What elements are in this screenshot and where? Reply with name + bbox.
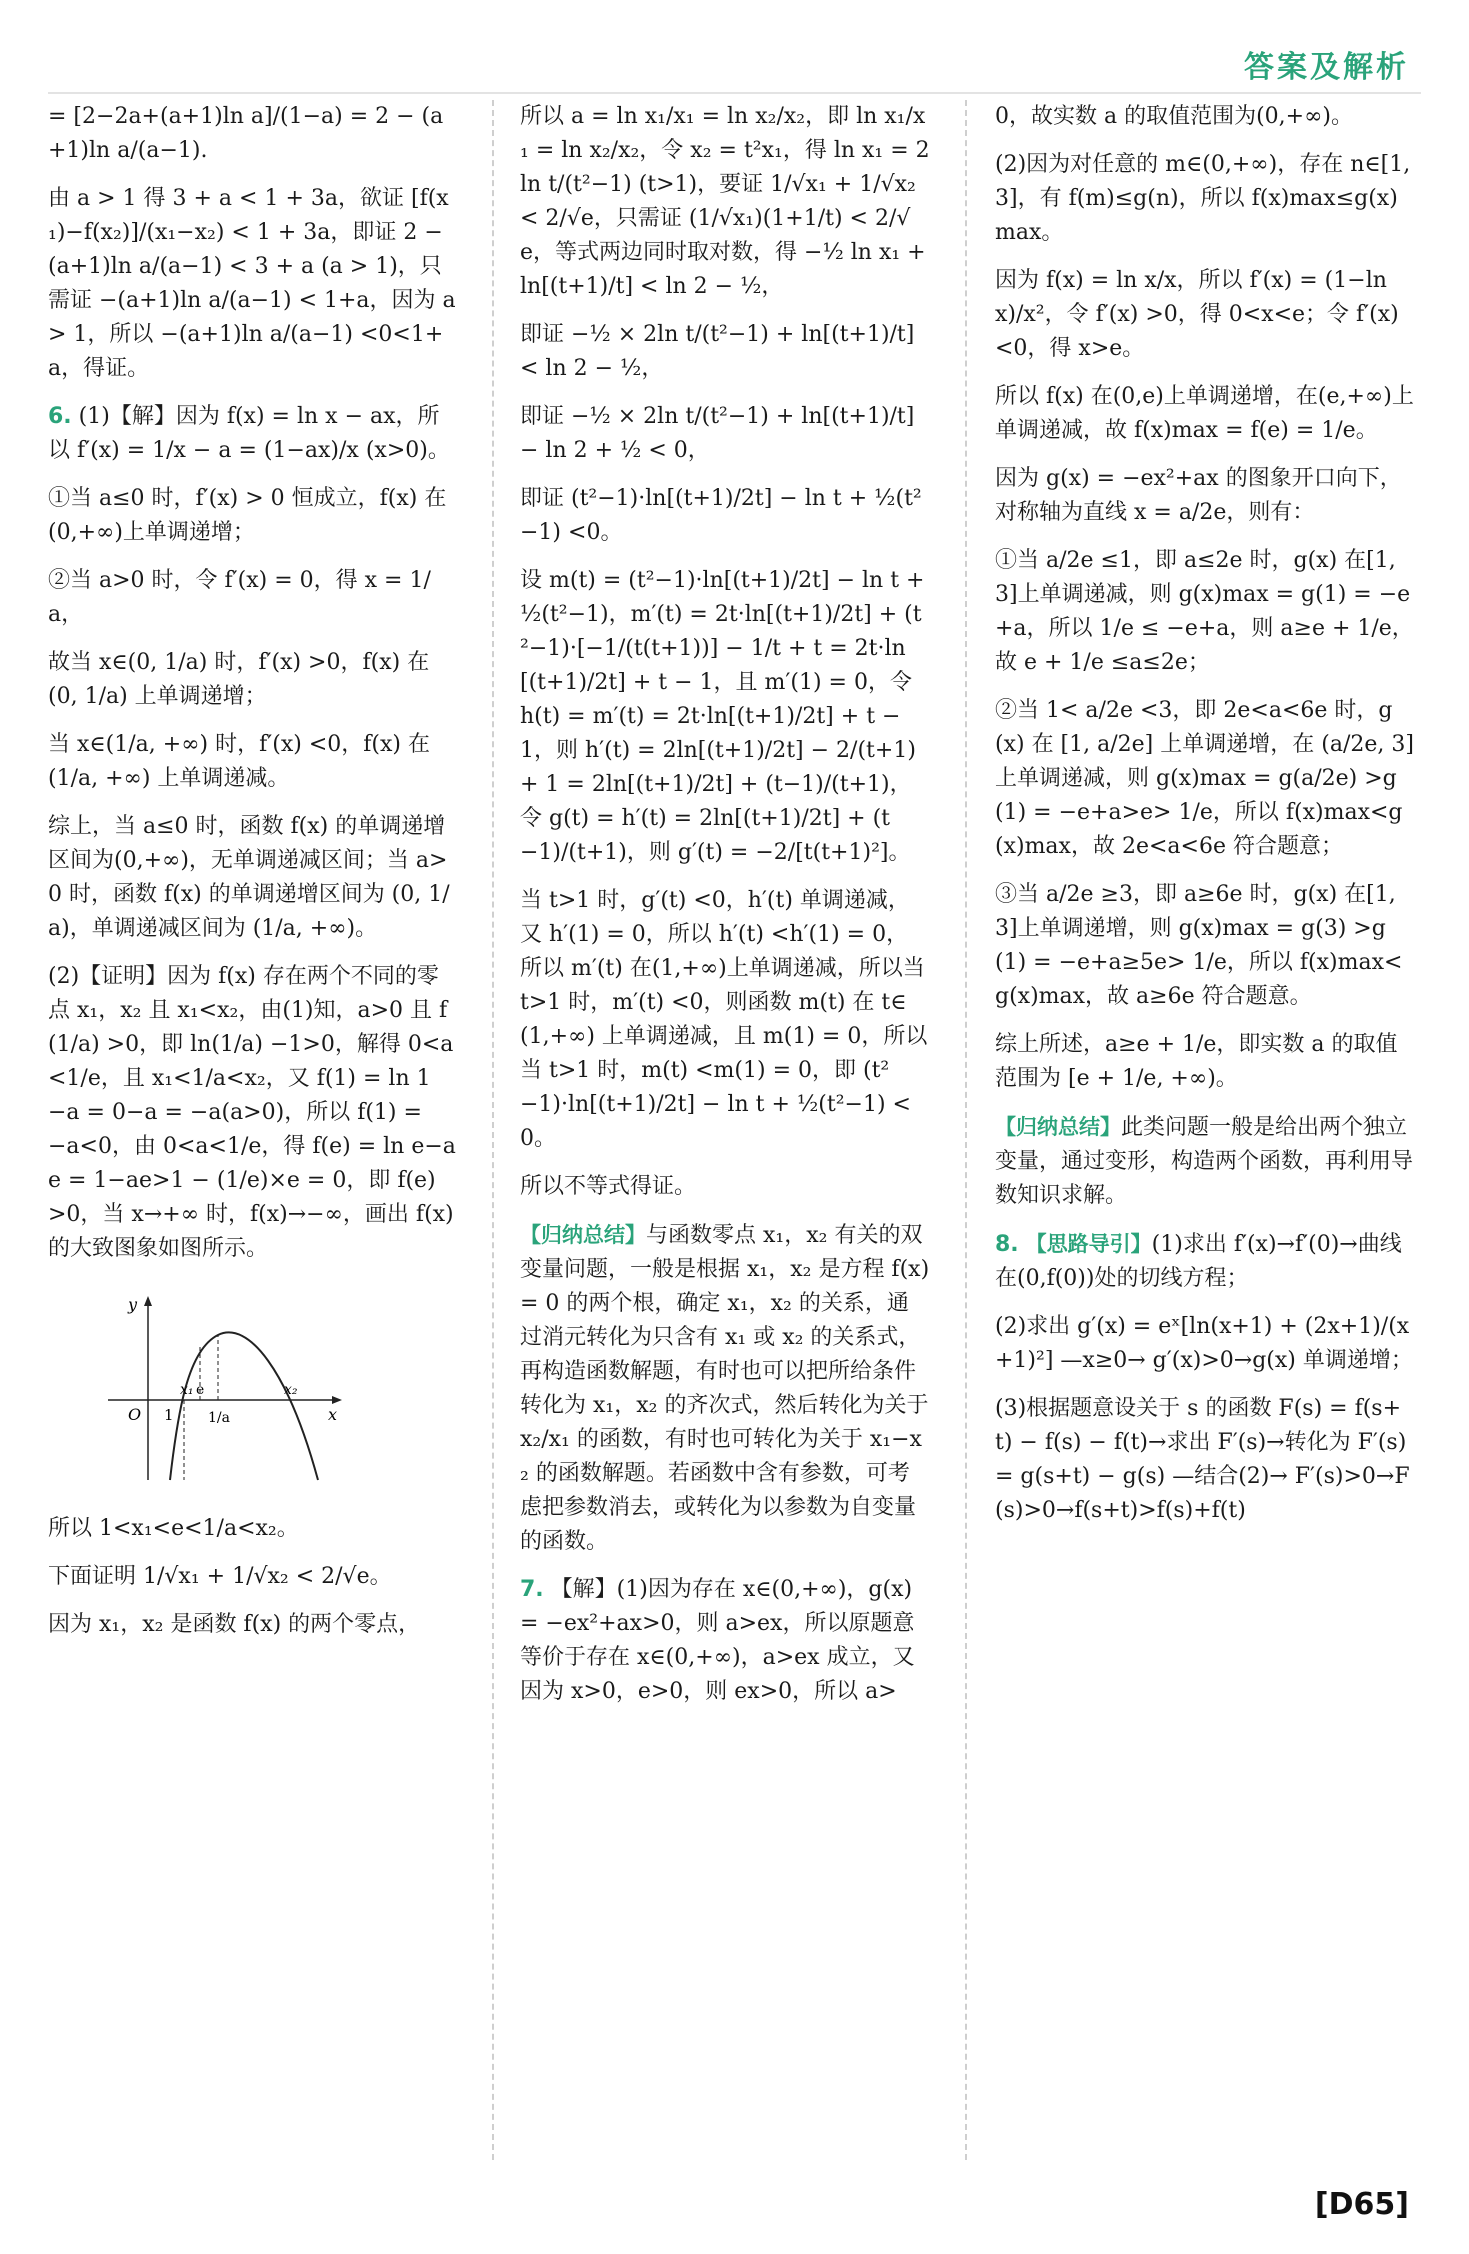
text-line: 0，故实数 a 的取值范围为(0,+∞)。 [995, 104, 1354, 129]
text-line: (3)根据题意设关于 s 的函数 F(s) = f(s+t) − f(s) − f(t)→求出 F′(s)→转化为 F′(s) = g(s+t) − g(s) —结合(2)→ F′(s)>0→F(s)>0→f(s+t)>f(s)+f(t) [995, 1396, 1410, 1523]
guide-tag: 【思路导引】 [1025, 1232, 1152, 1256]
text-line: 综上，当 a≤0 时，函数 f(x) 的单调递增区间为(0,+∞)，无单调递减区间；当 a>0 时，函数 f(x) 的单调递增区间为 (0, 1/a)，单调递减区间为 (1/a, +∞)。 [48, 814, 450, 941]
text-line: ③当 a/2e ≥3，即 a≥6e 时，g(x) 在[1,3]上单调递增，则 g(x)max = g(3) >g(1) = −e+a≥5e> 1/e，所以 f(x)max<g(x)max，故 a≥6e 符合题意。 [995, 882, 1403, 1009]
text-line: 即证 −½ × 2ln t/(t²−1) + ln[(t+1)/t] − ln 2 + ½ < 0， [520, 404, 915, 463]
text-line: 因为 f(x) = ln x/x，所以 f′(x) = (1−ln x)/x²，令 f′(x) >0，得 0<x<e；令 f′(x) <0，得 x>e。 [995, 268, 1399, 361]
text-line: (2)因为对任意的 m∈(0,+∞)，存在 n∈[1,3]，有 f(m)≤g(n)，所以 f(x)max≤g(x)max。 [995, 152, 1411, 245]
graph-origin: O [128, 1405, 142, 1424]
graph-one-over-a: 1/a [208, 1410, 230, 1426]
graph-y-label: y [128, 1295, 138, 1314]
text-line: 所以 1<x₁<e<1/a<x₂。 [48, 1516, 299, 1541]
summary-block [520, 1218, 930, 1559]
summary-text: 此类问题一般是给出两个独立变量，通过变形，构造两个函数，再利用导数知识求解。 [995, 1115, 1414, 1208]
graph-x1: x₁ [180, 1382, 194, 1398]
question-number: 6. [48, 404, 72, 429]
text-line: ①当 a≤0 时，f′(x) > 0 恒成立，f(x) 在(0,+∞)上单调递增； [48, 486, 447, 545]
x-arrow [332, 1396, 342, 1404]
text-line: 即证 (t²−1)·ln[(t+1)/2t] − ln t + ½(t²−1) <0。 [520, 486, 922, 545]
text-line: (1)【解】因为 f(x) = ln x − ax，所以 f′(x) = 1/x − a = (1−ax)/x (x>0)。 [48, 404, 450, 463]
text-line: 由 a > 1 得 3 + a < 1 + 3a，欲证 [f(x₁)−f(x₂)]/(x₁−x₂) < 1 + 3a，即证 2 − (a+1)ln a/(a−1) < 3 + a (a > 1)，只需证 −(a+1)ln a/(a−1) < 1+a，因为 a > 1，所以 −(a+1)ln a/(a−1) <0<1+a，得证。 [48, 186, 456, 381]
page-number: [D65] [1314, 2187, 1409, 2222]
text-line: 所以 a = ln x₁/x₁ = ln x₂/x₂，即 ln x₁/x₁ = ln x₂/x₂，令 x₂ = t²x₁，得 ln x₁ = 2ln t/(t²−1) (t>1)，要证 1/√x₁ + 1/√x₂ < 2/√e，只需证 (1/√x₁)(1+1/t) < 2/√e，等式两边同时取对数，得 −½ ln x₁ + ln[(t+1)/t] < ln 2 − ½， [520, 104, 930, 299]
text-line: (2)【证明】因为 f(x) 存在两个不同的零点 x₁，x₂ 且 x₁<x₂，由(1)知，a>0 且 f(1/a) >0，即 ln(1/a) −1>0，解得 0<a<1/e，且 x₁<1/a<x₂，又 f(1) = ln 1−a = 0−a = −a(a>0)，所以 f(1) = −a<0，由 0<a<1/e，得 f(e) = ln e−ae = 1−ae>1 − (1/e)×e = 0，即 f(e) >0，当 x→+∞ 时，f(x)→−∞，画出 f(x) 的大致图象如图所示。 [48, 964, 456, 1261]
text-line: 故当 x∈(0, 1/a) 时，f′(x) >0，f(x) 在 (0, 1/a) 上单调递增； [48, 650, 430, 709]
text-line: (2)求出 g′(x) = eˣ[ln(x+1) + (2x+1)/(x+1)²] —x≥0→ g′(x)>0→g(x) 单调递增； [995, 1314, 1413, 1373]
graph-x-label: x [328, 1405, 338, 1424]
text-line: 所以不等式得证。 [520, 1174, 697, 1199]
column-3 [995, 100, 1415, 1542]
question-number: 7. [520, 1577, 544, 1602]
text-line: 下面证明 1/√x₁ + 1/√x₂ < 2/√e。 [48, 1564, 392, 1589]
function-graph [88, 1290, 348, 1490]
graph-e: e [196, 1382, 205, 1398]
column-divider-2 [965, 100, 967, 2160]
curve-fx [170, 1332, 318, 1480]
graph-one: 1 [164, 1406, 174, 1424]
text-line: 因为 g(x) = −ex²+ax 的图象开口向下，对称轴为直线 x = a/2e，则有： [995, 466, 1402, 525]
text-line: 综上所述，a≥e + 1/e，即实数 a 的取值范围为 [e + 1/e, +∞)。 [995, 1032, 1398, 1091]
text-line: ①当 a/2e ≤1，即 a≤2e 时，g(x) 在[1,3]上单调递减，则 g(x)max = g(1) = −e+a，所以 1/e ≤ −e+a，则 a≥e + 1/e，故 e + 1/e ≤a≤2e； [995, 548, 1414, 675]
text-line: 【解】(1)因为存在 x∈(0,+∞)，g(x) = −ex²+ax>0，则 a>ex，所以原题意等价于存在 x∈(0,+∞)，a>ex 成立，又因为 x>0，e>0，则 ex>0，所以 a> [520, 1577, 915, 1704]
text-line: 因为 x₁，x₂ 是函数 f(x) 的两个零点， [48, 1612, 421, 1637]
text-line: 当 x∈(1/a, +∞) 时，f′(x) <0，f(x) 在 (1/a, +∞) 上单调递减。 [48, 732, 430, 791]
text-line: 即证 −½ × 2ln t/(t²−1) + ln[(t+1)/t] < ln 2 − ½， [520, 322, 915, 381]
summary-block-2 [995, 1110, 1415, 1213]
text-line: 设 m(t) = (t²−1)·ln[(t+1)/2t] − ln t + ½(t²−1)，m′(t) = 2t·ln[(t+1)/2t] + (t²−1)·[−1/(t(t+1))] − 1/t + t = 2t·ln[(t+1)/2t] + t − 1，且 m′(1) = 0，令 h(t) = m′(t) = 2t·ln[(t+1)/2t] + t − 1，则 h′(t) = 2ln[(t+1)/2t] − 2/(t+1) + 1 = 2ln[(t+1)/2t] + (t−1)/(t+1)，令 g(t) = h′(t) = 2ln[(t+1)/2t] + (t−1)/(t+1)，则 g′(t) = −2/[t(t+1)²]。 [520, 568, 925, 865]
summary-text: 与函数零点 x₁，x₂ 有关的双变量问题，一般是根据 x₁，x₂ 是方程 f(x) = 0 的两个根，确定 x₁，x₂ 的关系，通过消元转化为只含有 x₁ 或 x₂ 的关系式，再构造函数解题，有时也可以把所给条件转化为 x₁，x₂ 的齐次式，然后转化为关于 x₂/x₁ 的函数，有时也可转化为关于 x₁−x₂ 的函数解题。若函数中含有参数，可考虑把参数消去，或转化为以参数为自变量的函数。 [520, 1223, 930, 1554]
text-line: = [2−2a+(a+1)ln a]/(1−a) = 2 − (a+1)ln a/(a−1). [48, 104, 444, 163]
q6-part1 [48, 400, 460, 468]
question-number: 8. [995, 1232, 1019, 1257]
column-1 [48, 100, 460, 1656]
text-line: ②当 1< a/2e <3，即 2e<a<6e 时，g(x) 在 [1, a/2e] 上单调递增，在 (a/2e, 3] 上单调递减，则 g(x)max = g(a/2e) >g(1) = −e+a>e> 1/e，所以 f(x)max<g(x)max，故 2e<a<6e 符合题意； [995, 698, 1414, 859]
column-2 [520, 100, 930, 1723]
text-line: ②当 a>0 时，令 f′(x) = 0，得 x = 1/a， [48, 568, 431, 627]
summary-tag: 【归纳总结】 [520, 1223, 646, 1247]
q7-block [520, 1573, 930, 1709]
text-line: 所以 f(x) 在(0,e)上单调递增，在(e,+∞)上单调递减，故 f(x)max = f(e) = 1/e。 [995, 384, 1414, 443]
graph-x2: x₂ [284, 1382, 298, 1398]
y-arrow [144, 1296, 152, 1306]
header-divider [48, 92, 1421, 94]
text-line: 当 t>1 时，g′(t) <0，h′(t) 单调递减，又 h′(1) = 0，所以 h′(t) <h′(1) = 0，所以 m′(t) 在(1,+∞)上单调递减，所以当 t>1 时，m′(t) <0，则函数 m(t) 在 t∈(1,+∞) 上单调递减，且 m(1) = 0，所以当 t>1 时，m(t) <m(1) = 0，即 (t²−1)·ln[(t+1)/2t] − ln t + ½(t²−1) < 0。 [520, 888, 928, 1151]
text-line: (1)求出 f′(x)→f′(0)→曲线在(0,f(0))处的切线方程； [995, 1232, 1402, 1291]
q8-block [995, 1227, 1415, 1296]
summary-tag: 【归纳总结】 [995, 1115, 1121, 1139]
column-divider-1 [492, 100, 494, 2160]
page-header-title: 答案及解析 [1244, 50, 1409, 85]
